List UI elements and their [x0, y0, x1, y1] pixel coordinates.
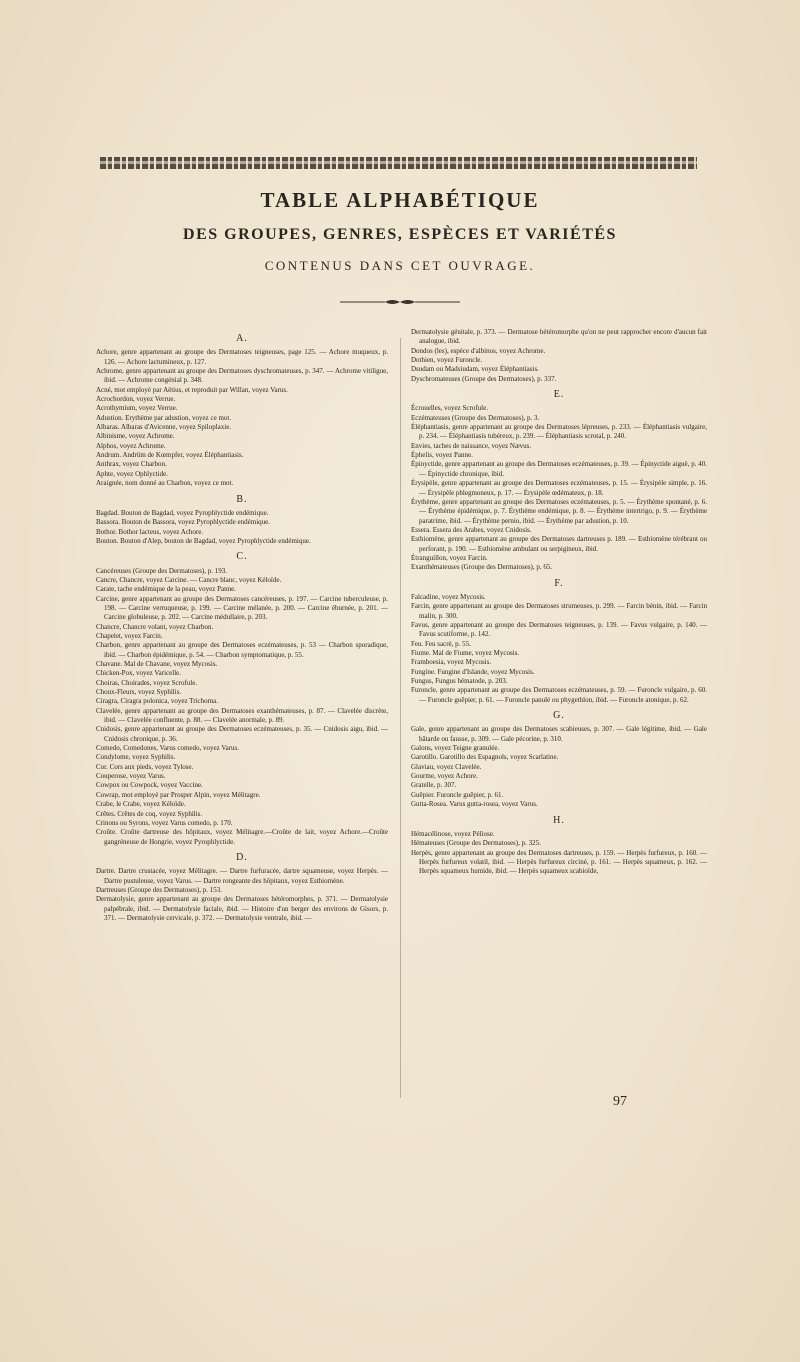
index-entry: Choiras, Choirades, voyez Scrofule.	[96, 678, 198, 687]
index-entry: Gutta-Rosea. Varus gutta-rosea, voyez Varus.	[411, 800, 538, 809]
index-entry: Bagdad. Bouton de Bagdad, voyez Pyrophlyctide endémique.	[96, 508, 269, 517]
index-entry: Falcadine, voyez Mycosis.	[411, 592, 486, 601]
index-entry: Bothor. Bothor lacteus, voyez Achore.	[96, 527, 204, 536]
index-entry: Cancéreuses (Groupe des Dermatoses), p. 193.	[96, 566, 228, 575]
index-entry: Cor. Cors aux pieds, voyez Tylose.	[96, 762, 194, 771]
index-entry: Alphos, voyez Achrome.	[96, 441, 166, 450]
index-entry: Dsudam ou Madsiudam, voyez Éléphantiasis.	[411, 365, 539, 374]
index-entry: Érysipèle, genre appartenant au groupe des Dermatoses eczémateuses, p. 15. — Érysipèle simple, p. 16. — Érysipèle phlegmoneux, p. 17. — Érysipèle œdémateux, p. 18.	[411, 479, 707, 497]
index-entry: Aphte, voyez Ophlyctide.	[96, 469, 168, 478]
index-entry: Carate, tache endémique de la peau, voyez Panne.	[96, 585, 236, 594]
index-entry: Gratelle, p. 307.	[411, 781, 457, 790]
index-entry: Chancre, Chancre volant, voyez Charbon.	[96, 622, 214, 631]
index-entry: Herpès, genre appartenant au groupe des Dermatoses dartreuses, p. 159. — Herpès furfureux, p. 160. — Herpès furfureux volatil, ibid. — Herpès furfureux circiné, p. 161. — Herpès squameux, p. 162. — Herpès squameux humide, ibid. — Herpès squameux scabioïde,	[411, 848, 707, 876]
index-entry: Acrothymium, voyez Verrue.	[96, 404, 178, 413]
section-letter-heading: A.	[236, 333, 248, 344]
index-entry: Andrum. Andrüm de Kœmpfer, voyez Éléphantiasis.	[96, 451, 244, 460]
index-entry: Acrochordon, voyez Verrue.	[96, 395, 176, 404]
index-entry: Envies, taches de naissance, voyez Nævus.	[411, 441, 532, 450]
index-entry: Cancre, Chancre, voyez Carcine. — Cancre blanc, voyez Kéloïde.	[96, 575, 282, 584]
index-entry: Gale, genre appartenant au groupe des Dermatoses scabieuses, p. 307. — Gale légitime, ibid. — Gale bâtarde ou fausse, p. 309. — Gale pécorine, p. 310.	[411, 725, 707, 743]
right-column	[411, 328, 707, 877]
index-entry: Dartre. Dartre crustacée, voyez Mélitagre. — Dartre furfuracée, dartre squameuse, voyez Herpès. — Dartre pustuleuse, voyez Varus. — Dartre rongeante des hôpitaux, voyez Esthiomène.	[96, 867, 388, 885]
index-entry: Clavelée, genre appartenant au groupe des Dermatoses exanthémateuses, p. 87. — Clavelée discrète, ibid. — Clavelée confluente, p. 88. — Clavelée anormale, p. 89.	[96, 706, 388, 725]
index-entry: Dyschromateuses (Groupe des Dermatoses), p. 337.	[411, 374, 557, 383]
index-entry: Éléphantiasis, genre appartenant au groupe des Dermatoses lépreuses, p. 233. — Éléphantiasis vulgaire, p. 234. — Éléphantiasis tubéreux, p. 239. — Éléphantiasis scrotal, p. 240.	[411, 423, 707, 441]
section-letter-heading: B.	[236, 493, 248, 505]
index-entry: Glaviau, voyez Clavelée.	[411, 762, 482, 771]
index-entry: Adustion. Erythème par adustion, voyez ce mot.	[96, 413, 232, 422]
index-entry: Araignée, nom donné au Charbon, voyez ce mot.	[96, 479, 234, 488]
index-entry: Crabe, le Crabe, voyez Kéloïde.	[96, 800, 186, 809]
index-entry: Croûte. Croûte dartreuse des hôpitaux, voyez Mélitagre.—Croûte de lait, voyez Achore.—Croûte gangréneuse de Hongrie, voyez Pyrophlyctide.	[96, 828, 388, 846]
index-entry: Crinons ou Syrons, voyez Varus comedo, p. 170.	[96, 818, 233, 827]
index-entry: Guêpier. Furoncle guêpier, p. 61.	[411, 790, 504, 799]
index-entry: Galons, voyez Teigne granulée.	[411, 744, 500, 753]
index-entry: Dondos (les), espèce d'albinos, voyez Achrome.	[411, 346, 546, 355]
section-letter-heading: E.	[553, 389, 565, 401]
index-entry: Hémacélinose, voyez Péliose.	[411, 829, 495, 838]
index-entry: Cnidosis, genre appartenant au groupe des Dermatoses eczémateuses, p. 35. — Cnidosis aigu, ibid. — Cnidosis chronique, p. 36.	[96, 725, 388, 743]
section-letter-heading: D.	[236, 851, 248, 863]
index-entry: Eczémateuses (Groupe des Dermatoses), p. 3.	[411, 413, 540, 422]
index-entry: Fungine. Fungine d'Islande, voyez Mycosis.	[411, 667, 535, 676]
section-letter-heading: H.	[553, 814, 565, 826]
index-entry: Chicken-Pox, voyez Varicelle.	[96, 669, 182, 678]
index-entry: Chavane. Mal de Chavane, voyez Mycosis.	[96, 660, 218, 668]
index-entry: Dothien, voyez Furoncle.	[411, 356, 483, 365]
index-entry: Bassora. Bouton de Bassora, voyez Pyrophlyctide endémique.	[96, 518, 270, 527]
index-entry: Furoncle, genre appartenant au groupe des Dermatoses eczémateuses, p. 59. — Furoncle vulgaire, p. 60. — Furoncle guêpier, p. 61. — Furoncle panulé ou phygethlon, ibid. — Furoncle atonique, p. 62.	[411, 686, 707, 704]
index-entry: Dermatolysie, genre appartenant au groupe des Dermatoses hétéromorphes, p. 371. — Dermatolysie palpébrale, ibid. — Dermatolysie faciale, ibid. — Histoire d'un berger des environs de Gisors, p. 371. — Dermatolysie cervicale, p. 372. — Dermatolysie ventrale, ibid. —	[96, 895, 388, 922]
index-entry: Garotillo. Garotillo des Espagnols, voyez Scarlatine.	[411, 753, 559, 762]
index-entry: Framboesia, voyez Mycosis.	[411, 658, 492, 667]
index-entry: Feu. Feu sacré, p. 55.	[411, 639, 471, 648]
index-entry: Farcin, genre appartenant au groupe des Dermatoses strumeuses, p. 299. — Farcin bénin, ibid. — Farcin malin, p. 300.	[411, 602, 707, 620]
index-entry: Fiume. Mal de Fiume, voyez Mycosis.	[411, 649, 520, 657]
index-entry: Fungus, Fungus hématode, p. 203.	[411, 677, 508, 686]
index-entry: Choux-Fleurs, voyez Syphilis.	[96, 688, 182, 697]
index-entry: Dartreuses (Groupe des Dermatoses), p. 153.	[96, 885, 222, 894]
page-number: 97	[613, 1094, 627, 1109]
index-entry: Écrouelles, voyez Scrofule.	[411, 404, 488, 413]
index-entry: Gourme, voyez Achore.	[411, 772, 478, 781]
index-entry: Chapelet, voyez Farcin.	[96, 631, 163, 640]
page-subsubtitle: CONTENUS DANS CET OUVRAGE.	[264, 258, 536, 273]
index-entry: Anthrax, voyez Charbon.	[96, 460, 167, 469]
index-entry: Essera. Essera des Arabes, voyez Cnidosis.	[411, 525, 532, 534]
index-entry: Crêtes. Crêtes de coq, voyez Syphilis.	[96, 809, 203, 818]
index-entry: Exanthémateuses (Groupe des Dermatoses), p. 65.	[411, 563, 553, 572]
column-divider	[400, 338, 401, 1098]
index-entry: Dermatolysie génitale, p. 373. — Dermatose hétéromorphe qu'on ne peut rapprocher encore d'aucun fait analogue, ibid.	[411, 328, 707, 346]
index-entry: Achore, genre appartenant au groupe des Dermatoses teigneuses, page 125. — Achore muqueux, p. 126. — Achore lactumineux, p. 127.	[96, 348, 388, 366]
index-entry: Épinyctide, genre appartenant au groupe des Dermatoses eczémateuses, p. 39. — Épinyctide aiguë, p. 40. — Épinyctide chronique, ibid.	[411, 460, 707, 478]
index-entry: Charbon, genre appartenant au groupe des Dermatoses eczémateuses, p. 53 — Charbon sporadique, ibid. — Charbon épidémique, p. 54. — Charbon symptomatique, p. 55.	[96, 641, 388, 659]
title-flourish	[340, 298, 460, 306]
index-entry: Condylome, voyez Syphilis.	[96, 753, 176, 762]
page-subtitle: DES GROUPES, GENRES, ESPÈCES ET VARIÉTÉS	[183, 226, 617, 243]
index-entry: Hémateuses (Groupe des Dermatoses), p. 325.	[411, 839, 541, 848]
index-entry: Albinisme, voyez Achrome.	[96, 432, 175, 441]
index-entry: Cowrap, mot employé par Prosper Alpin, voyez Mélitagre.	[96, 790, 261, 799]
section-letter-heading: G.	[553, 710, 565, 722]
section-letter-heading: C.	[236, 551, 248, 563]
index-entry: Carcine, genre appartenant au groupe des Dermatoses cancéreuses, p. 197. — Carcine tuberculeuse, p. 198. — Carcine verruqueuse, p. 199. — Carcine mélanée, p. 200. — Carcine éburnée, p. 201. — Carcine globuleuse, p. 202. — Carcine médullaire, p. 203.	[96, 594, 388, 622]
index-entry: Ciragra, Ciragra polonica, voyez Trichoma.	[96, 697, 218, 706]
index-entry: Comedo, Comedones, Varus comedo, voyez Varus.	[96, 744, 240, 753]
section-letter-heading: F.	[554, 577, 564, 589]
index-entry: Couperose, voyez Varus.	[96, 772, 166, 781]
index-entry: Albaras. Albaras d'Avicenne, voyez Spiloplaxie.	[96, 423, 232, 432]
page-title: TABLE ALPHABÉTIQUE	[260, 188, 540, 212]
index-entry: Favus, genre appartenant au groupe des Dermatoses teigneuses, p. 139. — Favus vulgaire, p. 140. — Favus scutiforme, p. 142.	[411, 620, 707, 639]
left-column	[96, 328, 388, 923]
index-entry: Éphelis, voyez Panne.	[411, 451, 473, 460]
index-entry: Bouton. Bouton d'Alep, bouton de Bagdad, voyez Pyrophlyctide endémique.	[96, 536, 311, 545]
index-entry: Achrome, genre appartenant au groupe des Dermatoses dyschromateuses, p. 347. — Achrome vitiligue, ibid. — Achrome congénial p. 348.	[96, 367, 388, 385]
index-entry: Esthiomène, genre appartenant au groupe des Dermatoses dartreuses p. 189. — Esthiomène térébrant ou perforant, p. 190. — Esthiomène ambulant ou serpigineux, ibid.	[411, 535, 707, 553]
header-ornament-band	[100, 157, 697, 169]
index-entry: Acné, mot employé par Aëtius, et reproduit par Willan, voyez Varus.	[96, 385, 288, 394]
index-entry: Érythème, genre appartenant au groupe des Dermatoses eczémateuses, p. 5. — Érythème spontané, p. 6. — Érythème épidémique, p. 7. Érythème endémique, p. 8. — Érythème intertrigo, p. 9. — Érythème paratrime, ibid. — Érythème pernio, ibid. — Érythème par adustion, p. 10.	[411, 497, 707, 525]
index-entry: Étranguillon, voyez Farcin.	[411, 553, 488, 562]
index-entry: Cowpox ou Cowpock, voyez Vaccine.	[96, 781, 203, 790]
